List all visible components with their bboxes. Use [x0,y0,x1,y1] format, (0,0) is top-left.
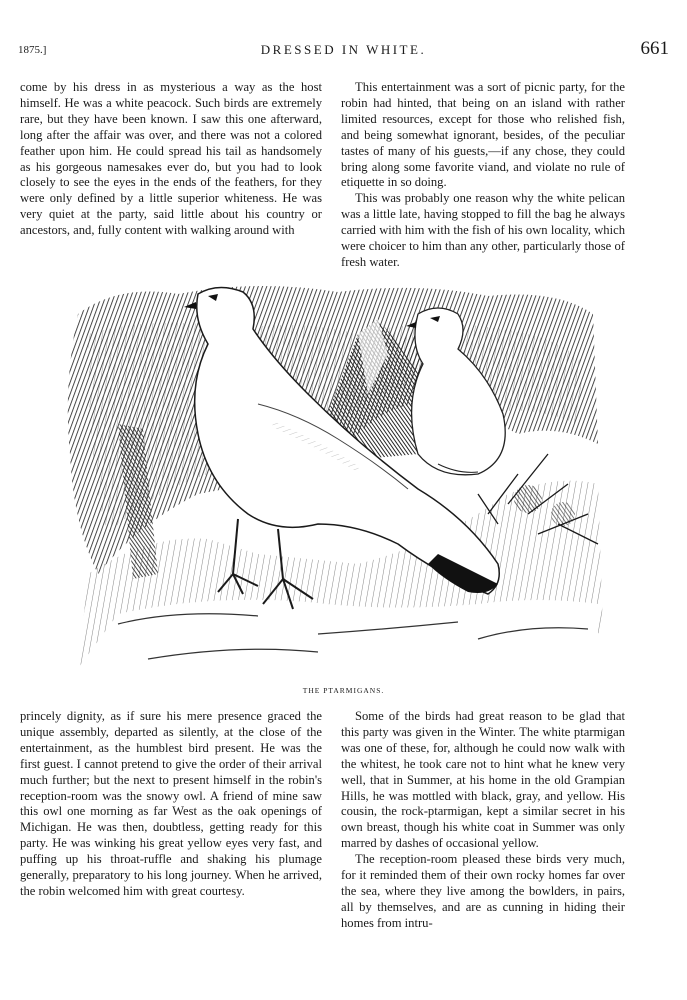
paragraph-continued: princely dignity, as if sure his mere presence graced the unique assembly, departed as silently, at the close of the entertainment, as the humblest bird present. He was the first guest. I cannot pretend to give the order of their arrival much further; but the next to present himself in the robin's reception-room was the snowy owl. A friend of mine saw this owl one morning as far West as the oak openings of Michigan. He was then, doubtless, getting ready for this party. He was winking his great yellow eyes very fast, and puffing up his throat-ruffle and shaking his plumage generally, preparatory to his long journey. When he arrived, the robin welcomed him with great courtesy. [20,709,322,898]
paragraph: This was probably one reason why the white pelican was a little late, having stopped to fill the bag he always carried with him with the fish of his own locality, which were choicer to him than any other, particularly those of fresh water. [341,191,625,269]
paragraph: This entertainment was a sort of picnic party, for the robin had hinted, that being on an island with rather limited resources, except for those who relished fish, and being somewhat ignorant, besides, of the peculiar tastes of many of his guests,—if any chose, they could bring along some favorite viand, and violate no rule of etiquette in so doing. [341,80,625,190]
paragraph: The reception-room pleased these birds very much, for it reminded them of their own rocky homes far over the sea, where they live among the bowlders, in pairs, all by themselves, and are as cunning in hiding their homes from intru- [341,852,625,930]
column-bottom-right [341,709,625,932]
paragraph-continued: come by his dress in as mysterious a way as the host himself. He was a white peacock. Such birds are extremely rare, but they have been known. I saw this one afterward, long after the affair was over, and there was not a colored feather upon him. He could spread his tail as handsomely as his gorgeous namesakes ever do, but you had to look closely to see the eyes in the ends of the feathers, for they were only defined by a little superior whiteness. He was very quiet at the party, said little about his country or ancestors, and, fully content with walking around with [20,80,322,238]
column-top-right [341,80,625,271]
ptarmigans-engraving [58,274,603,682]
running-header [18,38,669,62]
paragraph: Some of the birds had great reason to be glad that this party was given in the Winter. The white ptarmigan was one of these, for, although he could now walk with the whitest, he took care not to hint what he knew very well, that in Summer, at his home in the old Grampian Hills, he was mottled with black, gray, and yellow. His cousin, the rock-ptarmigan, kept a similar secret in his own breast, though his white coat in Summer was only marred by dashes of occasional yellow. [341,709,625,851]
illustration-caption: THE PTARMIGANS. [302,686,385,695]
running-header-title: DRESSED IN WHITE. [260,42,427,57]
page-number: 661 [640,38,669,59]
column-top-left [20,80,322,239]
column-bottom-left [20,709,322,900]
running-header-year: 1875.] [18,44,47,56]
